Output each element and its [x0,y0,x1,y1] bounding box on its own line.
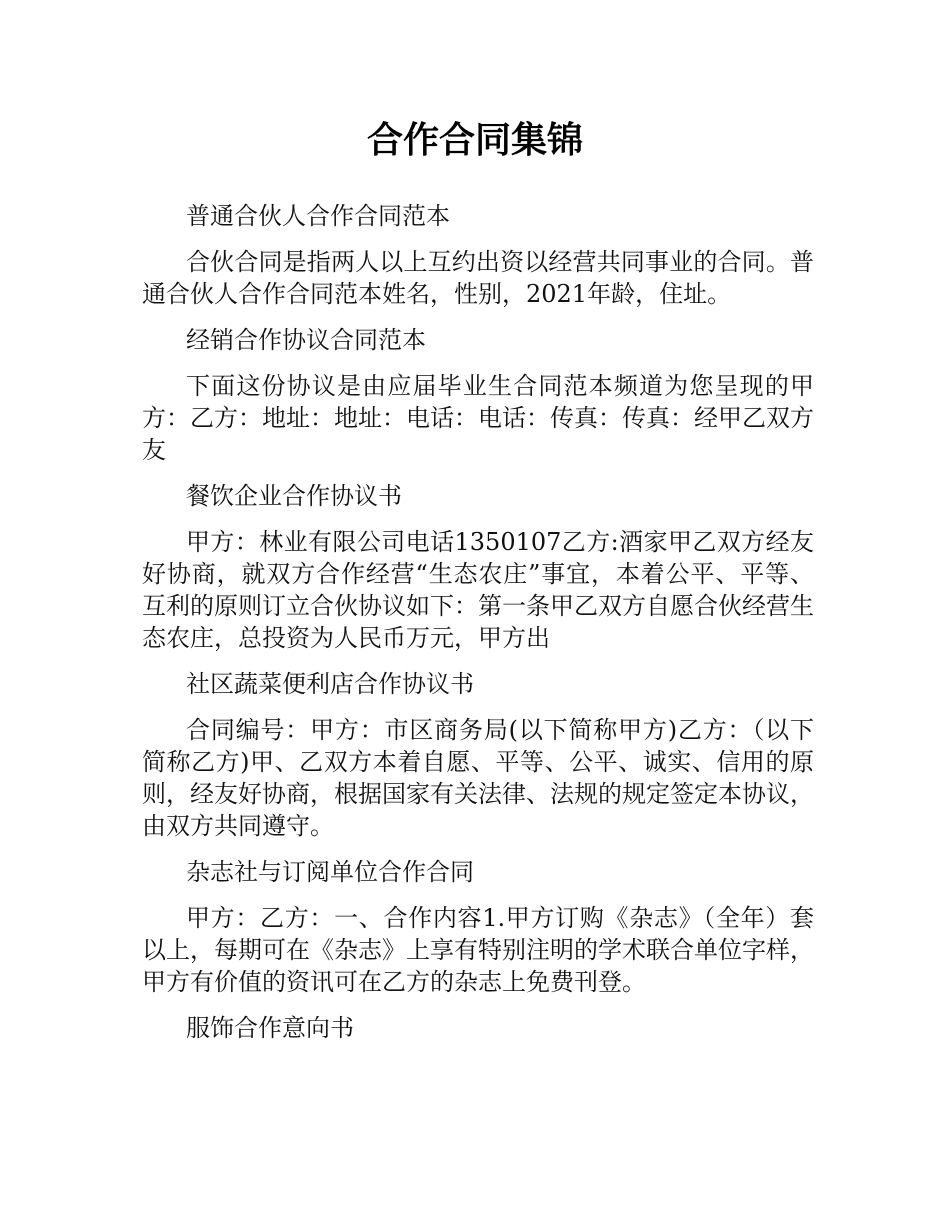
section-heading-vegetable-store-agreement: 社区蔬菜便利店合作协议书 [186,670,474,698]
section-heading-partner-contract: 普通合伙人合作合同范本 [186,202,450,230]
section-heading-distribution-agreement: 经销合作协议合同范本 [186,326,426,354]
paragraph-vegetable-store-agreement: 合同编号：甲方：市区商务局(以下简称甲方)乙方：（以下简称乙方)甲、乙双方本着自愿、平等、公平、诚实、信用的原则，经友好协商，根据国家有关法律、法规的规定签定本协议，由双方共同遵守。 [142,716,814,840]
section-heading-apparel-intent: 服饰合作意向书 [186,1014,354,1042]
page-title: 合作合同集锦 [366,120,583,161]
paragraph-partner-contract: 合伙合同是指两人以上互约出资以经营共同事业的合同。普通合伙人合作合同范本姓名，性别，2021年龄，住址。 [142,248,814,308]
section-heading-catering-agreement: 餐饮企业合作协议书 [186,482,402,510]
document-body [142,200,814,1058]
paragraph-distribution-agreement: 下面这份协议是由应届毕业生合同范本频道为您呈现的甲方：乙方：地址：地址：电话：电话：传真：传真：经甲乙双方友 [142,372,814,464]
paragraph-magazine-contract: 甲方：乙方：一、合作内容1.甲方订购《杂志》（全年）套以上，每期可在《杂志》上享有特别注明的学术联合单位字样，甲方有价值的资讯可在乙方的杂志上免费刊登。 [142,904,814,996]
paragraph-catering-agreement: 甲方：林业有限公司电话1350107乙方:酒家甲乙双方经友好协商，就双方合作经营“生态农庄”事宜，本着公平、平等、互利的原则订立合伙协议如下：第一条甲乙双方自愿合伙经营生态农庄，总投资为人民币万元，甲方出 [142,528,814,652]
section-heading-magazine-contract: 杂志社与订阅单位合作合同 [186,858,474,886]
